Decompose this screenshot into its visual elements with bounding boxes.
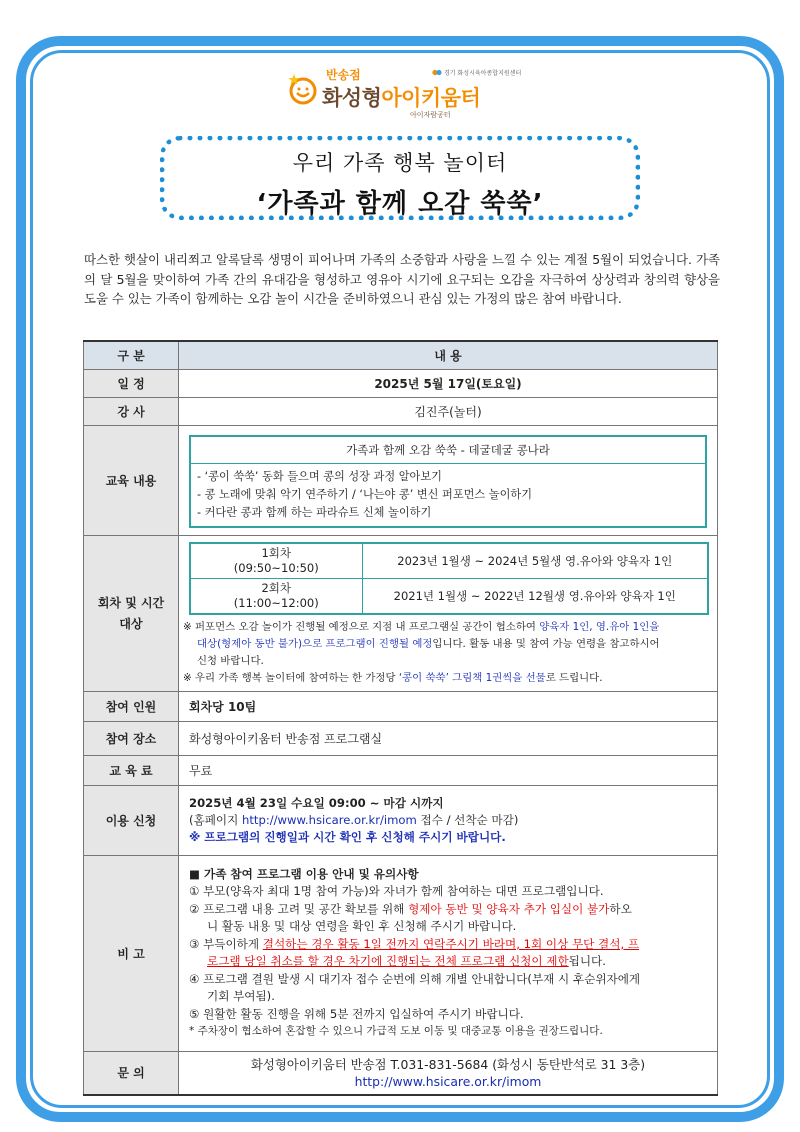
sessions-table	[189, 542, 709, 615]
session-name: 2회차 (11:00~12:00)	[190, 579, 362, 615]
education-list	[191, 464, 705, 526]
teacher-value: 김진주(놀터)	[179, 397, 718, 425]
contact-row	[84, 1051, 718, 1095]
remarks-row	[84, 855, 718, 1051]
note-1: ※ 퍼포먼스 오감 놀이가 진행될 예정으로 지점 내 프로그램실 공간이 협소하여 양육자 1인, 영.유아 1인을	[183, 621, 660, 633]
list-item: - ‘콩이 쑥쑥’ 동화 들으며 콩의 성장 과정 알아보기	[197, 469, 442, 483]
center-logo-icon	[432, 69, 442, 76]
fee-value: 무료	[179, 755, 718, 785]
place-row	[84, 721, 718, 755]
session-row	[190, 579, 708, 615]
remarks-heading: ■ 가족 참여 프로그램 이용 안내 및 유의사항	[189, 866, 419, 881]
session-target: 2021년 1월생 ~ 2022년 12월생 영.유아와 양육자 1인	[362, 579, 708, 615]
remarks-label: 비 고	[84, 855, 179, 1051]
table-header-row	[84, 341, 718, 369]
fee-row	[84, 755, 718, 785]
sessions-value	[179, 535, 718, 691]
apply-method: (홈페이지 http://www.hsicare.or.kr/imom 접수 / 선착순 마감)	[189, 812, 519, 827]
teacher-label: 강 사	[84, 397, 179, 425]
program-info-table	[83, 340, 718, 1096]
session-row	[190, 543, 708, 579]
intro-paragraph: 따스한 햇살이 내리쬐고 알록달록 생명이 피어나며 가족의 소중함과 사랑을 느낄 수 있는 계절 5월이 되었습니다. 가족의 달 5월을 맞이하여 가족 간의 유대감을 형성하고 영유아 시기에 요구되는 오감을 자극하여 상상력과 창의력 향상을 도울 수 있는 가족이 함께하는 오감 놀이 시간을 준비하였으니 관심 있는 가정의 많은 참여 바랍니다.	[84, 252, 720, 307]
contact-info: 화성형아이키움터 반송점 T.031-831-5684 (화성시 동탄반석로 31 3층)	[250, 1056, 646, 1072]
participants-row	[84, 691, 718, 721]
page-subtitle: 우리 가족 행복 놀이터	[292, 151, 508, 175]
education-label: 교육 내용	[84, 425, 179, 535]
apply-period: 2025년 4월 23일 수요일 09:00 ~ 마감 시까지	[189, 795, 444, 810]
header-value: 내 용	[179, 341, 718, 369]
sun-smile-icon	[286, 72, 320, 106]
apply-value	[179, 785, 718, 855]
list-item: ① 부모(양육자 최대 1명 참여 가능)와 자녀가 함께 참여하는 대면 프로그램입니다.	[189, 884, 604, 898]
list-item: ⑤ 원활한 활동 진행을 위해 5분 전까지 입실하여 주시기 바랍니다.	[189, 1006, 524, 1021]
list-item: ② 프로그램 내용 고려 및 공간 확보를 위해 형제아 동반 및 양육자 추가 입실이 불가하오	[189, 901, 632, 916]
list-item: ④ 프로그램 결원 발생 시 대기자 접수 순번에 의해 개별 안내합니다(부재 시 후순위자에게	[189, 971, 641, 986]
note-2: ※ 우리 가족 행복 놀이터에 참여하는 한 가정당 ‘콩이 쑥쑥’ 그림책 1권씩을 선물로 드립니다.	[183, 672, 603, 684]
sessions-label: 회차 및 시간 대상	[84, 535, 179, 691]
session-name: 1회차 (09:50~10:50)	[190, 543, 362, 579]
apply-row	[84, 785, 718, 855]
logo-name: 화성형아이키움터	[322, 86, 481, 110]
remarks-list: ■ 가족 참여 프로그램 이용 안내 및 유의사항 ① 부모(양육자 최대 1명 참여 가능)와 자녀가 함께 참여하는 대면 프로그램입니다. ② 프로그램 내용 고려 및 공간 확보를 위해 형제아 동반 및 양육자 추가 입실이 불가하오 니 활동 내용 및 대상 연령을 확인 후 신청해 주시기 바랍니다. ③ 부득이하게 결석하는 경우 활동 1일 전까지 연락주시기 바라며, 1회 이상 무단 결석, 프 로그램 당일 취소를 할 경우 차기에 진행되는 전체 프로그램 신청이 제한됩니다. ④ 프로그램 결원 발생 시 대기자 접수 순번에 의해 개별 안내합니다(부재 시 후순위자에게 기회 부여됨). ⑤ 원활한 활동 진행을 위해 5분 전까지 입실하여 주시기 바랍니다. * 주차장이 협소하여 혼잡할 수 있으니 가급적 도보 이동 및 대중교통 이용을 권장드립니다.	[189, 862, 707, 1045]
list-item: - 콩 노래에 맞춰 악기 연주하기 / ‘나는야 콩’ 변신 퍼포먼스 놀이하기	[197, 487, 533, 501]
sessions-row	[84, 535, 718, 691]
education-box	[189, 435, 707, 528]
title-box	[160, 136, 640, 220]
participants-value: 회차당 10팀	[179, 691, 718, 721]
list-item: ③ 부득이하게 결석하는 경우 활동 1일 전까지 연락주시기 바라며, 1회 이상 무단 결석, 프	[189, 936, 640, 951]
apply-note: ※ 프로그램의 진행일과 시간 확인 후 신청해 주시기 바랍니다.	[189, 829, 506, 844]
session-target: 2023년 1월생 ~ 2024년 5월생 영.유아와 양육자 1인	[362, 543, 708, 579]
participants-label: 참여 인원	[84, 691, 179, 721]
fee-label: 교 육 료	[84, 755, 179, 785]
contact-value	[179, 1051, 718, 1095]
page-title: ‘가족과 함께 오감 쑥쑥’	[256, 189, 544, 219]
education-box-title: 가족과 함께 오감 쑥쑥 - 데굴데굴 콩나라	[191, 437, 705, 464]
date-row	[84, 369, 718, 397]
contact-label: 문 의	[84, 1051, 179, 1095]
logo-subtitle: 아이자람공터	[410, 111, 451, 119]
list-item: - 커다란 콩과 함께 하는 파라슈트 신체 놀이하기	[197, 505, 432, 519]
sessions-notes: ※ 퍼포먼스 오감 놀이가 진행될 예정으로 지점 내 프로그램실 공간이 협소하여 양육자 1인, 영.유아 1인을 대상(형제아 동반 불가)으로 프로그램이 진행될 예정입니다. 활동 내용 및 참여 가능 연령을 참고하시어 신청 바랍니다. ※ 우리 가족 행복 놀이터에 참여하는 한 가정당 ‘콩이 쑥쑥’ 그림책 1권씩을 선물로 드립니다.	[183, 615, 713, 689]
list-item: * 주차장이 협소하여 혼잡할 수 있으니 가급적 도보 이동 및 대중교통 이용을 권장드립니다.	[189, 1025, 603, 1037]
logo	[282, 62, 522, 122]
education-value	[179, 425, 718, 535]
center-logo: 경기 화성시육아종합지원센터	[432, 68, 521, 77]
apply-label: 이용 신청	[84, 785, 179, 855]
place-value: 화성형아이키움터 반송점 프로그램실	[179, 721, 718, 755]
contact-link[interactable]: http://www.hsicare.or.kr/imom	[354, 1073, 542, 1089]
date-value: 2025년 5월 17일(토요일)	[179, 369, 718, 397]
date-label: 일 정	[84, 369, 179, 397]
header-label: 구 분	[84, 341, 179, 369]
place-label: 참여 장소	[84, 721, 179, 755]
education-row	[84, 425, 718, 535]
homepage-link[interactable]: http://www.hsicare.or.kr/imom	[242, 812, 417, 827]
logo-branch: 반송점	[326, 68, 361, 82]
teacher-row	[84, 397, 718, 425]
remarks-value	[179, 855, 718, 1051]
